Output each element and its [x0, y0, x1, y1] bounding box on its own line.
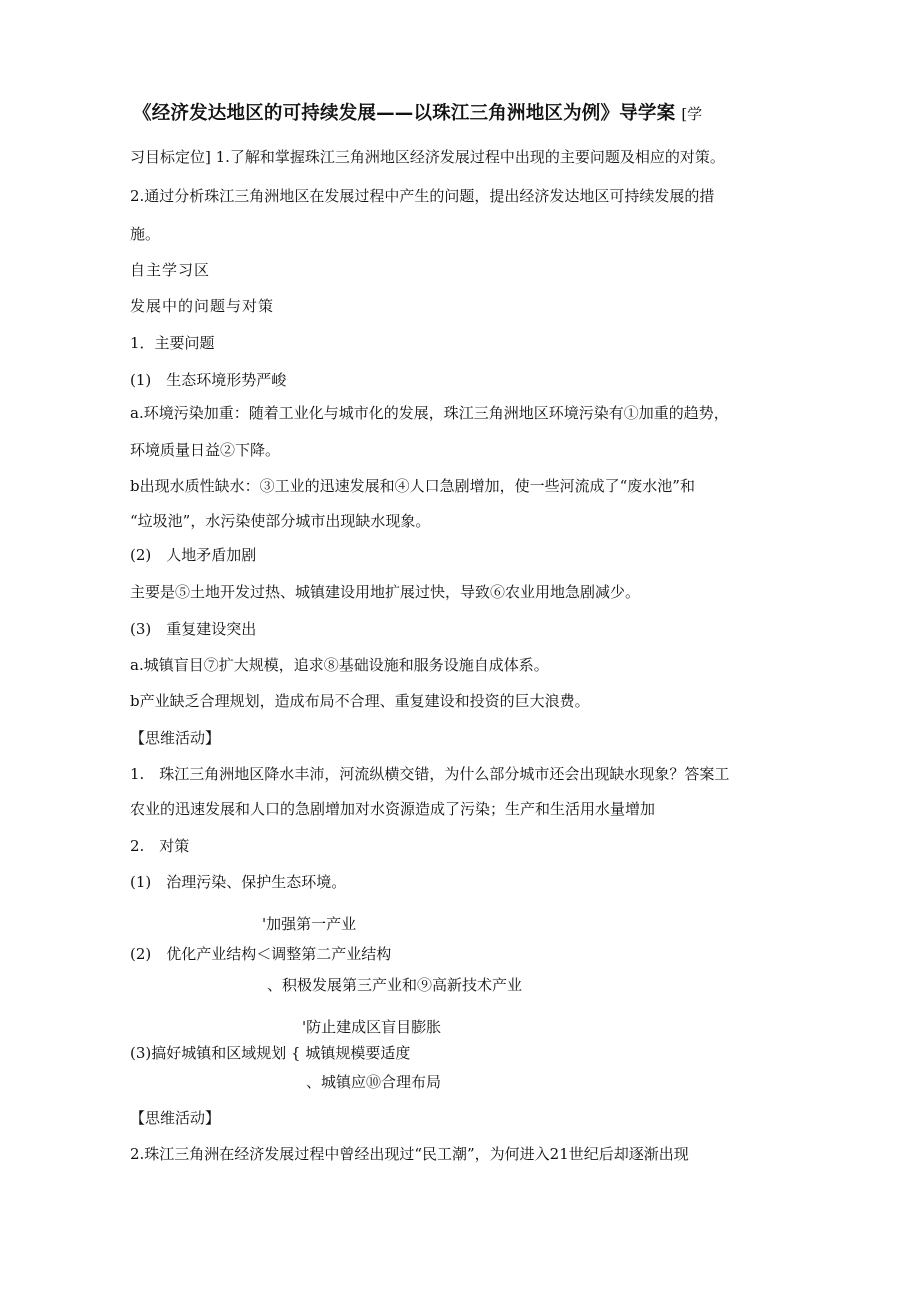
goal-2-line-2: 施。: [130, 225, 161, 243]
item-2-3-heading: (3)搞好城镇和区域规划 { 城镇规模要适度: [130, 1044, 411, 1062]
item-2-1: (1) 治理污染、保护生态环境。: [130, 873, 347, 891]
item-1-3-a: a.城镇盲目⑦扩大规模，追求⑧基础设施和服务设施自成体系。: [130, 656, 549, 674]
question-1-line-1: 1. 珠江三角洲地区降水丰沛，河流纵横交错，为什么部分城市还会出现缺水现象？答案工: [130, 765, 730, 783]
item-1-1-a-line-1: a.环境污染加重：随着工业化与城市化的发展，珠江三角洲地区环境污染有①加重的趋势，: [130, 404, 729, 422]
goal-2-line-1: 2.通过分析珠江三角洲地区在发展过程中产生的问题，提出经济发达地区可持续发展的措: [130, 187, 715, 205]
item-2-3-brace-top: '防止建成区盲目膨胀: [302, 1018, 442, 1036]
item-1-1-a-line-2: 环境质量日益②下降。: [130, 441, 281, 459]
document-title-line: [133, 102, 702, 126]
item-1-2-heading: (2) 人地矛盾加剧: [130, 546, 257, 564]
question-2-line-1: 2.珠江三角洲在经济发展过程中曾经出现过“民工潮”，为何进入21世纪后却逐渐出现: [130, 1145, 689, 1163]
item-2-2-heading: (2) 优化产业结构＜调整第二产业结构: [130, 945, 392, 963]
section-self-study: 自主学习区: [130, 261, 211, 279]
section-problems-and-measures: 发展中的问题与对策: [130, 297, 275, 315]
title-tail-text: [学: [681, 105, 703, 123]
learning-targets-line: 习目标定位] 1.了解和掌握珠江三角洲地区经济发展过程中出现的主要问题及相应的对策。: [130, 148, 725, 166]
item-2-2-brace-top: '加强第一产业: [262, 915, 357, 933]
item-1-3-b: b产业缺乏合理规划，造成布局不合理、重复建设和投资的巨大浪费。: [130, 692, 590, 710]
question-1-line-2: 农业的迅速发展和人口的急剧增加对水资源造成了污染；生产和生活用水量增加: [130, 800, 656, 818]
item-1-title: 1．主要问题: [130, 334, 215, 352]
item-1-1-b-line-2: “垃圾池”，水污染使部分城市出现缺水现象。: [130, 512, 431, 530]
item-1-1-heading: (1) 生态环境形势严峻: [130, 371, 287, 389]
item-1-3-heading: (3) 重复建设突出: [130, 620, 257, 638]
item-1-2-text: 主要是⑤土地开发过热、城镇建设用地扩展过快，导致⑥农业用地急剧减少。: [130, 583, 641, 601]
item-1-1-b-line-1: b出现水质性缺水：③工业的迅速发展和④人口急剧增加，使一些河流成了“废水池”和: [130, 477, 695, 495]
item-2-title: 2. 对策: [130, 837, 190, 855]
document-title: 《经济发达地区的可持续发展——以珠江三角洲地区为例》导学案: [133, 103, 676, 124]
thinking-activity-heading-1: 【思维活动】: [130, 729, 221, 747]
thinking-activity-heading-2: 【思维活动】: [130, 1109, 221, 1127]
item-2-3-brace-bottom: 、城镇应⑩合理布局: [306, 1073, 442, 1091]
item-2-2-brace-bottom: 、积极发展第三产业和⑨高新技术产业: [267, 976, 523, 994]
